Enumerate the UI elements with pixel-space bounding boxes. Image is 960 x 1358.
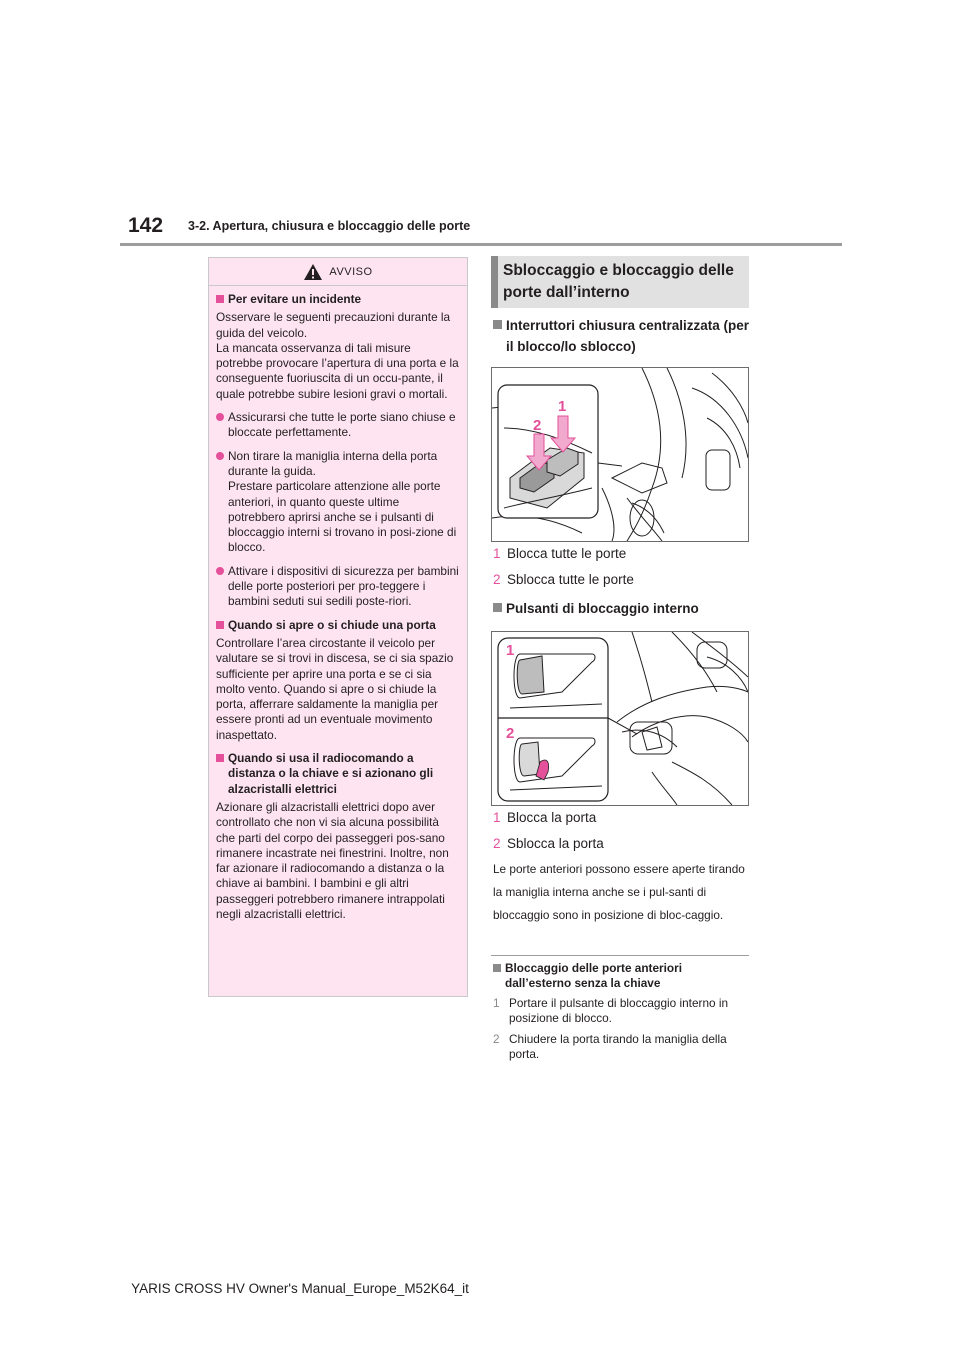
- warning-paragraph: Azionare gli alzacristalli elettrici dopo aver controllato che non vi sia alcuna possibilità che parti del corpo dei passeggeri pos-sano rimanere incastrate nei finestrini. Inoltre, non far azionare il radiocomando a distanza o la chiave ai bambini. I bambini e gli altri passeggeri potrebbero rimanere intrappolati negli alzacristalli elettrici.: [216, 799, 449, 921]
- footer-text: YARIS CROSS HV Owner's Manual_Europe_M52K64_it: [131, 1281, 469, 1296]
- callout-1: 1: [558, 398, 567, 415]
- subheading-central-lock-switches: Interruttori chiusura centralizzata (per il blocco/lo sblocco): [493, 315, 753, 357]
- subheading-lock-from-outside: Bloccaggio delle porte anteriori dall’esterno senza la chiave: [493, 961, 751, 991]
- list-item: 2 Sblocca la porta: [493, 836, 604, 851]
- figure-central-lock-switches: [491, 367, 749, 542]
- page-number: 142: [128, 214, 164, 237]
- step-item: 2 Chiudere la porta tirando la maniglia della porta.: [493, 1032, 727, 1061]
- warning-heading: Per evitare un incidente: [216, 292, 459, 307]
- warning-heading: Quando si usa il radiocomando a distanza o la chiave e si azionano gli alzacristalli elettrici: [216, 751, 459, 797]
- subheading-inside-lock-buttons: Pulsanti di bloccaggio interno: [493, 598, 753, 619]
- step-item: 1 Portare il pulsante di bloccaggio interno in posizione di blocco.: [493, 996, 729, 1025]
- warning-header: [209, 258, 467, 286]
- section-heading-bar: [491, 256, 498, 308]
- warning-paragraph: Osservare le seguenti precauzioni durante la guida del veicolo. La mancata osservanza di tali misure potrebbe provocare l’apertura di una porta e la conseguente fuoriuscita di un occu-pante, il quale potrebbe subire lesioni gravi o mortali.: [216, 310, 459, 401]
- warning-bullet: Attivare i dispositivi di sicurezza per bambini delle porte posteriori per pro-teggere i bambini seduti sui sedili poste-riori.: [216, 564, 459, 610]
- callout-1: 1: [506, 642, 515, 659]
- section-breadcrumb: 3-2. Apertura, chiusura e bloccaggio delle porte: [188, 219, 471, 233]
- warning-label: AVVISO: [329, 265, 373, 278]
- figure-inside-lock-buttons: [491, 631, 749, 806]
- warning-heading: Quando si apre o si chiude una porta: [216, 618, 459, 633]
- warning-bullet: Assicurarsi che tutte le porte siano chiuse e bloccate perfettamente.: [216, 410, 459, 441]
- list-item: 1 Blocca tutte le porte: [493, 546, 627, 561]
- header-divider: [120, 243, 842, 246]
- warning-box: [208, 257, 468, 997]
- note-paragraph: Le porte anteriori possono essere aperte tirando la maniglia interna anche se i pul-santi di bloccaggio sono in posizione di bloc-caggio.: [493, 862, 745, 922]
- callout-2: 2: [533, 417, 542, 434]
- footer: [0, 1281, 960, 1296]
- list-item: 2 Sblocca tutte le porte: [493, 572, 634, 587]
- section-heading-title: Sbloccaggio e bloccaggio delle porte dall’interno: [503, 262, 734, 301]
- section-heading: [491, 256, 749, 308]
- list-item: 1 Blocca la porta: [493, 810, 597, 825]
- divider: [491, 955, 749, 956]
- central-lock-illustration: [492, 368, 748, 541]
- warning-body: [209, 286, 467, 922]
- warning-bullet: Non tirare la maniglia interna della porta durante la guida. Prestare particolare attenzione alle porte anteriori, in quanto queste ultime potrebbero aprirsi anche se i pulsanti di bloccaggio interni si trovano in posi-zione di blocco.: [216, 449, 459, 556]
- warning-paragraph: Controllare l’area circostante il veicolo per valutare se si trovi in discesa, se ci sia spazio sufficiente per aprire una porta e se ci sia molto vento. Quando si apre o si chiude la porta, afferrare saldamente la maniglia per essere pronti ad un eventuale movimento inaspettato.: [216, 635, 454, 742]
- warning-triangle-icon: [303, 263, 323, 281]
- inside-lock-illustration: [492, 632, 748, 805]
- callout-2: 2: [506, 725, 515, 742]
